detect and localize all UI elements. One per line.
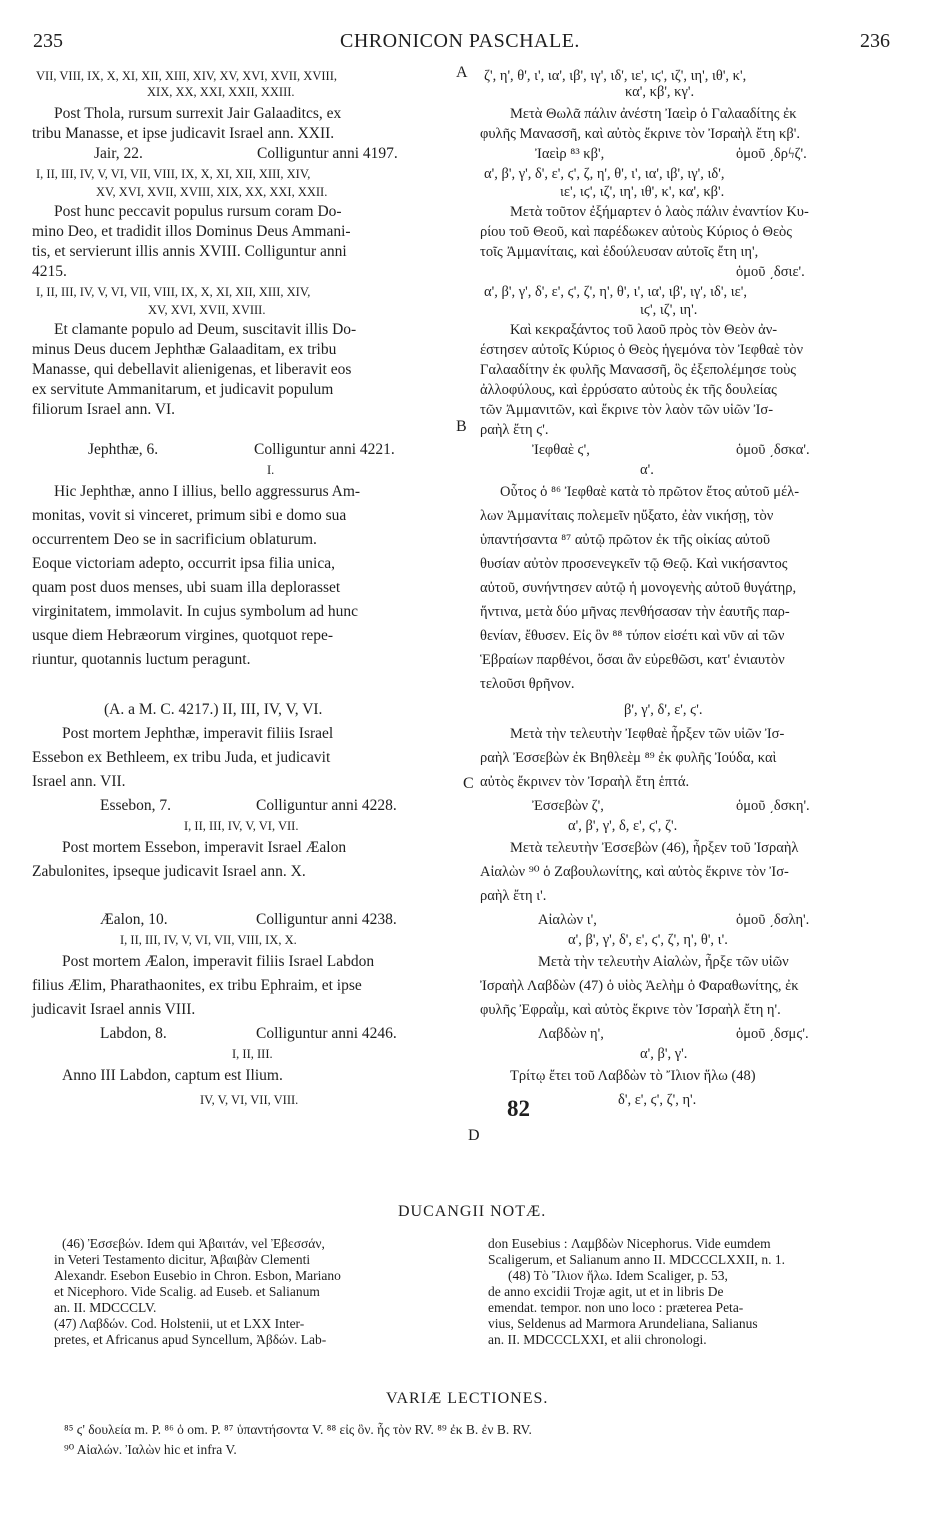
latin-text-line: filius Ælim, Pharathaonites, ex tribu Ephraim, et ipse bbox=[32, 977, 362, 994]
note-line: pretes, et Africanus apud Syncellum, Ἀβδών. Lab- bbox=[54, 1332, 327, 1347]
latin-numerals: I, II, III, IV, V, VI, VII, VIII, IX, X, XI, XII, XIII, XIV, bbox=[36, 285, 311, 299]
greek-text-line: Ἰσραὴλ Λαβδὼν (47) ὁ υἱὸς Ἀελὴμ ὁ Φαραθωνίτης, ἐκ bbox=[480, 978, 799, 994]
page-number-left: 235 bbox=[33, 30, 63, 52]
greek-text-line: ἥντινα, μετὰ δύο μῆνας πενθήσασαν τὴν ἑαυτῆς παρ- bbox=[480, 604, 790, 620]
latin-text-line: tis, et servierunt illis annis XVIII. Colliguntur anni bbox=[32, 243, 347, 260]
greek-text-line: Μετὰ τοῦτον ἐξήμαρτεν ὁ λαὸς πάλιν ἐναντίον Κυ- bbox=[510, 204, 809, 220]
greek-regnal-name: Ἐσσεβὼν ζ', bbox=[532, 798, 604, 814]
latin-regnal-name: Jephthæ, 6. bbox=[88, 441, 159, 458]
greek-text-line: αὐτοῦ, συνήντησεν αὐτῷ ἡ μονογενὴς αὐτοῦ θυγάτηρ, bbox=[480, 580, 797, 596]
latin-text-line: Post mortem Essebon, imperavit Israel Æalon bbox=[62, 839, 347, 856]
note-line: vius, Seldenus ad Marmora Arundeliana, Salianus bbox=[488, 1316, 758, 1331]
greek-year-total: ὁμοῦ ͵δσκη'. bbox=[736, 798, 810, 814]
latin-text-line: Zabulonites, ipseque judicavit Israel ann. X. bbox=[32, 863, 306, 880]
note-line: (47) Λαβδών. Cod. Holstenii, ut et LXX Inter- bbox=[54, 1316, 305, 1331]
greek-numerals: β', γ', δ', ε', ϛ'. bbox=[624, 702, 703, 718]
greek-text-line: τοῖς Ἀμμανίταις, καὶ ἐδούλευσαν αὐτοῖς ἔτη ιη', bbox=[480, 244, 759, 260]
latin-text-line: Post hunc peccavit populus rursum coram Do- bbox=[54, 203, 342, 220]
latin-numerals: XV, XVI, XVII, XVIII, XIX, XX, XXI, XXII. bbox=[96, 185, 328, 199]
latin-numerals: XIX, XX, XXI, XXII, XXIII. bbox=[147, 85, 295, 99]
latin-text-line: mino Deo, et tradidit illos Dominus Deus Ammani- bbox=[32, 223, 351, 240]
latin-text-line: tribu Manasse, et ipse judicavit Israel ann. XXII. bbox=[32, 125, 335, 142]
note-line: don Eusebius : Λαμβδὼν Nicephorus. Vide eumdem bbox=[488, 1236, 771, 1251]
greek-text-line: θενίαν, ἔθυσεν. Εἰς ὃν ⁸⁸ τύπον εἰσέτι καὶ νῦν αἱ τῶν bbox=[480, 628, 785, 644]
greek-text-line: Οὗτος ὁ ⁸⁶ Ἰεφθαὲ κατὰ τὸ πρῶτον ἔτος αὐτοῦ μέλ- bbox=[500, 484, 800, 500]
latin-regnal-name: Labdon, 8. bbox=[100, 1025, 167, 1042]
latin-year-total: Colliguntur anni 4246. bbox=[256, 1025, 397, 1042]
latin-regnal-name: Jair, 22. bbox=[94, 145, 143, 162]
greek-regnal-name: Ἰαεὶρ ⁸³ κβ', bbox=[535, 146, 605, 162]
note-line: in Veteri Testamento dicitur, Ἀβαιβὰν Clementi bbox=[54, 1252, 311, 1267]
latin-regnal-name: Æalon, 10. bbox=[100, 911, 168, 928]
greek-text-line: θυσίαν αὐτὸν προσενεγκεῖν τῷ Θεῷ. Καὶ νικήσαντος bbox=[480, 556, 788, 572]
latin-regnal-name: Essebon, 7. bbox=[100, 797, 172, 814]
greek-numerals: ζ', η', θ', ι', ια', ιβ', ιγ', ιδ', ιε', ιϛ', ιζ', ιη', ιθ', κ', bbox=[484, 68, 747, 84]
margin-mark-c: C bbox=[463, 775, 474, 792]
note-line: de anno excidii Trojæ agit, ut et in libris De bbox=[488, 1284, 724, 1299]
greek-year-total: ὁμοῦ ͵δσιε'. bbox=[736, 264, 805, 280]
latin-text-line: Hic Jephthæ, anno I illius, bello aggressurus Am- bbox=[54, 483, 361, 500]
latin-text-line: Manasse, qui debellavit alienigenas, et liberavit eos bbox=[32, 361, 352, 378]
note-line: (48) Τὸ Ἴλιον ἥλω. Idem Scaliger, p. 53, bbox=[508, 1268, 728, 1283]
latin-text-line: occurrentem Deo se in sacrificium oblaturum. bbox=[32, 531, 317, 548]
greek-regnal-name: Ἰεφθαὲ ϛ', bbox=[532, 442, 590, 458]
note-line: et Nicephoro. Vide Scalig. ad Euseb. et Salianum bbox=[54, 1284, 320, 1299]
greek-text-line: ραὴλ ἔτη ι'. bbox=[480, 888, 547, 904]
greek-text-line: αὐτὸς ἔκρινεν τὸν Ἰσραὴλ ἔτη ἑπτά. bbox=[480, 774, 690, 790]
latin-numerals: I. bbox=[267, 463, 275, 477]
latin-text-line: Post mortem Æalon, imperavit filiis Israel Labdon bbox=[62, 953, 375, 970]
latin-text-line: monitas, vovit si vinceret, primum sibi e domo sua bbox=[32, 507, 347, 524]
latin-year-total: Colliguntur anni 4221. bbox=[254, 441, 395, 458]
greek-numerals: α', β', γ', δ, ε', ϛ', ζ'. bbox=[568, 818, 678, 834]
latin-numerals: I, II, III, IV, V, VI, VII, VIII, IX, X, XI, XII, XIII, XIV, bbox=[36, 167, 311, 181]
note-line: an. II. MDCCCLV. bbox=[54, 1300, 157, 1315]
greek-numerals: α', β', γ', δ', ε', ϛ', ζ', η', θ', ι', ια', ιβ', ιγ', ιδ', ιε', bbox=[484, 284, 747, 300]
greek-year-total: ὁμοῦ ͵δσμϛ'. bbox=[736, 1026, 809, 1042]
greek-text-line: Αἰαλὼν ⁹⁰ ὁ Ζαβουλωνίτης, καὶ αὐτὸς ἔκρινε τὸν Ἰσ- bbox=[480, 864, 789, 880]
greek-text-line: ὑπαντήσαντα ⁸⁷ αὐτῷ πρῶτον ἐκ τῆς οἰκίας αὐτοῦ bbox=[480, 532, 771, 548]
greek-regnal-name: Αἰαλὼν ι', bbox=[538, 912, 597, 928]
latin-numerals: XV, XVI, XVII, XVIII. bbox=[148, 303, 266, 317]
margin-mark-b: B bbox=[456, 418, 467, 435]
greek-text-line: Μετὰ τελευτὴν Ἐσσεβὼν (46), ἦρξεν τοῦ Ἰσραὴλ bbox=[510, 840, 799, 856]
greek-text-line: ρίου τοῦ Θεοῦ, καὶ παρέδωκεν αὐτοὺς Κύριος ὁ Θεὸς bbox=[480, 224, 793, 240]
latin-text-line: Post mortem Jephthæ, imperavit filiis Israel bbox=[62, 725, 334, 742]
greek-text-line: τῶν Ἀμμανιτῶν, καὶ ἔκρινε τὸν λαὸν τῶν υἱῶν Ἰσ- bbox=[480, 402, 774, 418]
greek-numerals: α', β', γ', δ', ε', ϛ', ζ', η', θ', ι'. bbox=[568, 932, 728, 948]
greek-year-total: ὁμοῦ ͵δσλη'. bbox=[736, 912, 810, 928]
marginal-number-82: 82 bbox=[507, 1096, 530, 1121]
latin-text-line: judicavit Israel annis VIII. bbox=[32, 1001, 196, 1018]
greek-text-line: Ἑβραίων παρθένοι, ὅσαι ἂν εὑρεθῶσι, κατ' ἐνιαυτὸν bbox=[480, 652, 785, 668]
latin-numerals: I, II, III, IV, V, VI, VII, VIII, IX, X. bbox=[120, 933, 297, 947]
note-line: an. II. MDCCCLXXI, et alii chronologi. bbox=[488, 1332, 707, 1347]
greek-numerals: α'. bbox=[640, 462, 654, 478]
latin-text-line: riuntur, quotannis luctum peragunt. bbox=[32, 651, 251, 668]
notes-heading: DUCANGII NOTÆ. bbox=[398, 1203, 547, 1220]
latin-numerals: I, II, III. bbox=[232, 1047, 273, 1061]
variae-heading: VARIÆ LECTIONES. bbox=[386, 1390, 549, 1407]
latin-text-line: 4215. bbox=[32, 263, 67, 280]
latin-numerals: IV, V, VI, VII, VIII. bbox=[200, 1093, 299, 1107]
variant-reading-line: ⁸⁵ ϛ' δουλεία m. P. ⁸⁶ ὁ om. P. ⁸⁷ ὑπαντήσοντα V. ⁸⁸ εἰς ὃν. ἧς τὸν RV. ⁸⁹ ἐκ B. ἐν B. RV. bbox=[64, 1422, 532, 1437]
latin-year-total: Colliguntur anni 4197. bbox=[257, 145, 398, 162]
note-line: (46) Ἐσσεβών. Idem qui Ἀβαιτάν, vel Ἐβεσσάν, bbox=[62, 1236, 325, 1251]
greek-numerals: δ', ε', ϛ', ζ', η'. bbox=[618, 1092, 697, 1108]
greek-numerals: α', β', γ', δ', ε', ϛ', ζ, η', θ', ι', ια', ιβ', ιγ', ιδ', bbox=[484, 166, 725, 182]
greek-text-line: λων Ἀμμανίταις πολεμεῖν ηὔξατο, ἐὰν νικήσῃ, τὸν bbox=[480, 508, 774, 524]
latin-text-line: ex servitute Ammanitarum, et judicavit populum bbox=[32, 381, 334, 398]
greek-text-line: τελοῦσι θρῆνον. bbox=[480, 676, 575, 692]
page-number-right: 236 bbox=[860, 30, 890, 52]
latin-text-line: Post Thola, rursum surrexit Jair Galaaditcs, ex bbox=[54, 105, 342, 122]
latin-numerals: VII, VIII, IX, X, XI, XII, XIII, XIV, XV, XVI, XVII, XVIII, bbox=[36, 69, 337, 83]
latin-year-note: (A. a M. C. 4217.) II, III, IV, V, VI. bbox=[104, 701, 323, 718]
greek-text-line: ἀλλοφύλους, καὶ ἐρρύσατο αὐτοὺς ἐκ τῆς δουλείας bbox=[480, 382, 777, 398]
latin-text-line: quam post duos menses, ubi suam illa deplorasset bbox=[32, 579, 341, 596]
latin-text-line: filiorum Israel ann. VI. bbox=[32, 401, 176, 418]
latin-text-line: Anno III Labdon, captum est Ilium. bbox=[62, 1067, 283, 1084]
greek-text-line: Τρίτῳ ἔτει τοῦ Λαβδὼν τὸ Ἴλιον ἥλω (48) bbox=[510, 1068, 756, 1084]
latin-text-line: Et clamante populo ad Deum, suscitavit illis Do- bbox=[54, 321, 357, 338]
greek-regnal-name: Λαβδὼν η', bbox=[538, 1026, 604, 1042]
margin-mark-a: A bbox=[456, 64, 468, 81]
latin-year-total: Colliguntur anni 4238. bbox=[256, 911, 397, 928]
greek-text-line: Μετὰ τὴν τελευτὴν Ἰεφθαὲ ἦρξεν τῶν υἱῶν Ἰσ- bbox=[510, 726, 785, 742]
greek-text-line: ραὴλ ἔτη ϛ'. bbox=[480, 422, 549, 438]
note-line: Scaligerum, et Salianum anno II. MDCCCLXXII, n. 1. bbox=[488, 1252, 785, 1267]
greek-year-total: ὁμοῦ ͵δρϟζ'. bbox=[736, 146, 807, 162]
greek-text-line: φυλῆς Ἐφραῒμ, καὶ αὐτὸς ἔκρινε τὸν Ἰσραὴλ ἔτη η'. bbox=[480, 1002, 781, 1018]
greek-text-line: Μετὰ Θωλᾶ πάλιν ἀνέστη Ἰαεὶρ ὁ Γαλααδίτης ἐκ bbox=[510, 106, 797, 122]
latin-text-line: virginitatem, immolavit. In cujus symbolum ad hunc bbox=[32, 603, 359, 620]
greek-numerals: ιε', ιϛ', ιζ', ιη', ιθ', κ', κα', κβ'. bbox=[560, 184, 725, 200]
page-title: CHRONICON PASCHALE. bbox=[340, 30, 580, 52]
greek-numerals: α', β', γ'. bbox=[640, 1046, 688, 1062]
latin-text-line: usque diem Hebræorum virgines, quotquot repe- bbox=[32, 627, 334, 644]
greek-text-line: Γαλααδίτην ἐκ φυλῆς Μανασσῆ, ὃς ἐξεπολέμησε τοὺς bbox=[480, 362, 797, 378]
variant-reading-line: ⁹⁰ Αἰαλών. Ἰαλὼν hic et infra V. bbox=[64, 1442, 237, 1457]
latin-text-line: Eoque victoriam adepto, occurrit ipsa filia unica, bbox=[32, 555, 335, 572]
greek-numerals: ιϛ', ιζ', ιη'. bbox=[640, 302, 698, 318]
greek-numerals: κα', κβ', κγ'. bbox=[625, 84, 695, 100]
greek-year-total: ὁμοῦ ͵δσκα'. bbox=[736, 442, 810, 458]
latin-text-line: Israel ann. VII. bbox=[32, 773, 126, 790]
note-line: Alexandr. Esebon Eusebio in Chron. Esbon, Mariano bbox=[54, 1268, 341, 1283]
latin-year-total: Colliguntur anni 4228. bbox=[256, 797, 397, 814]
note-line: emendat. tempor. non uno loco : præterea Peta- bbox=[488, 1300, 744, 1315]
greek-text-line: ραὴλ Ἐσσεβὼν ἐκ Βηθλεὲμ ⁸⁹ ἐκ φυλῆς Ἰούδα, καὶ bbox=[480, 750, 777, 766]
greek-text-line: έστησεν αὐτοῖς Κύριος ὁ Θεὸς ἡγεμόνα τὸν Ἰεφθαὲ τὸν bbox=[480, 342, 804, 358]
greek-text-line: Καὶ κεκραξάντος τοῦ λαοῦ πρὸς τὸν Θεὸν ἀν- bbox=[510, 322, 778, 338]
greek-text-line: Μετὰ τὴν τελευτὴν Αἰαλὼν, ἦρξε τῶν υἱῶν bbox=[538, 954, 789, 970]
margin-mark-d: D bbox=[468, 1127, 480, 1144]
latin-text-line: Essebon ex Bethleem, ex tribu Juda, et judicavit bbox=[32, 749, 331, 766]
latin-text-line: minus Deus ducem Jephthæ Galaaditam, ex tribu bbox=[32, 341, 337, 358]
greek-text-line: φυλῆς Μανασσῆ, καὶ αὐτὸς ἔκρινε τὸν Ἰσραὴλ ἔτη κβ'. bbox=[480, 126, 800, 142]
latin-numerals: I, II, III, IV, V, VI, VII. bbox=[184, 819, 299, 833]
